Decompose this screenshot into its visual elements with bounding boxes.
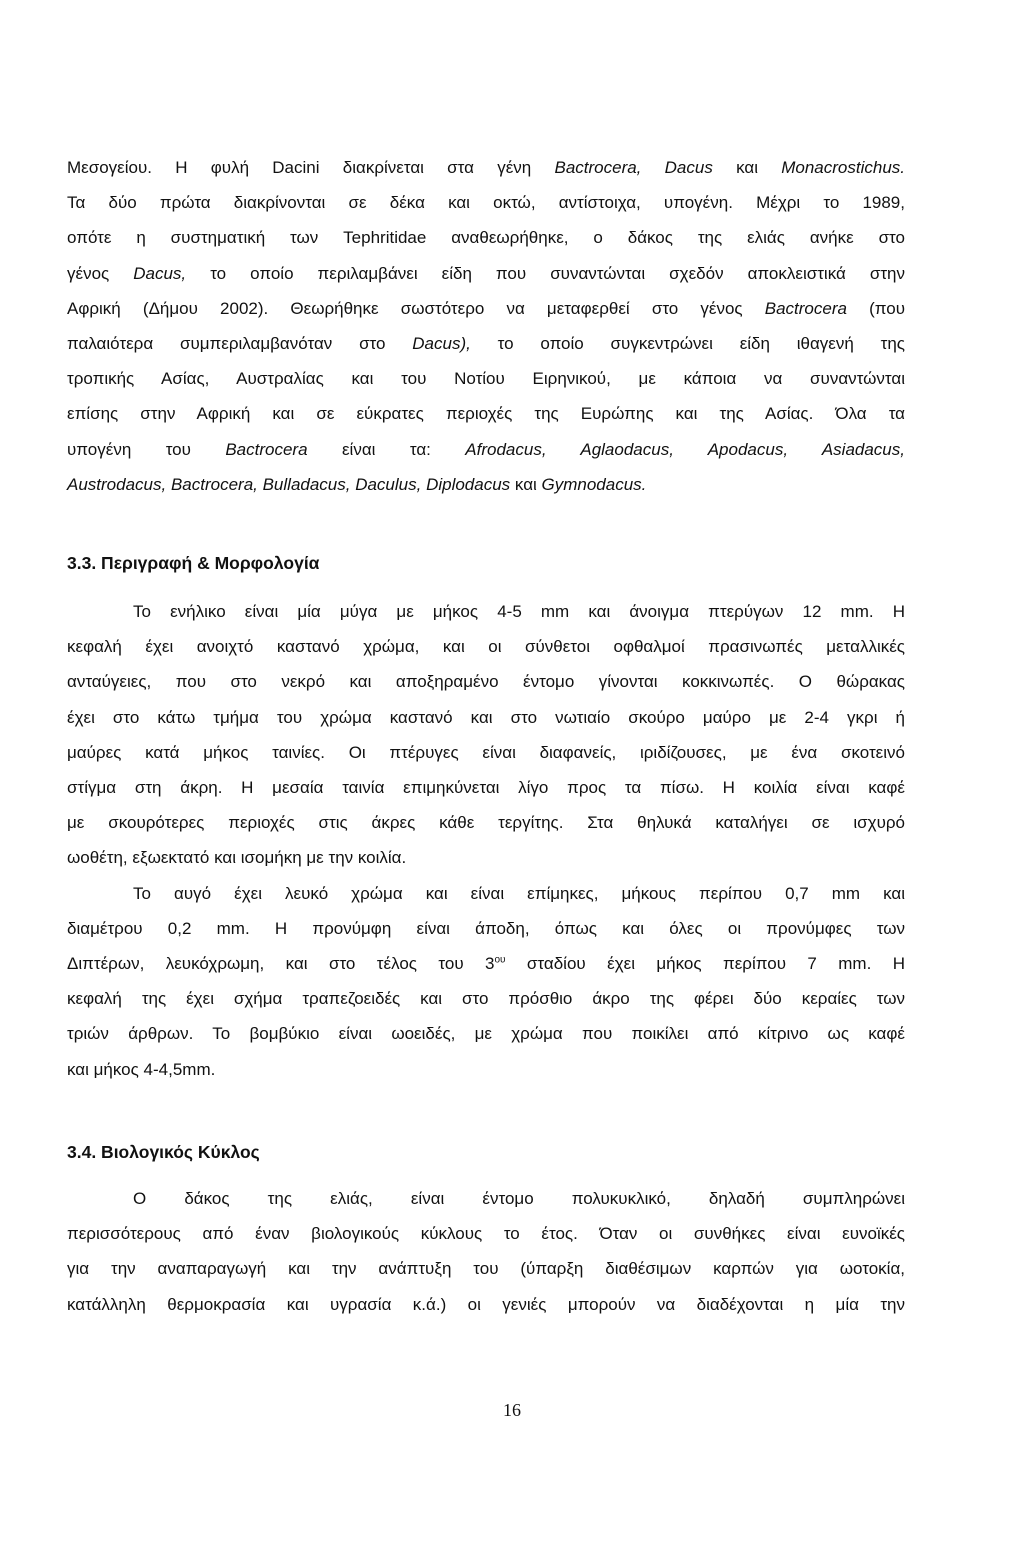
text-segment: Monacrostichus.	[781, 158, 905, 177]
text-line	[67, 876, 905, 911]
text-segment: οπότε η συστηματική των Tephritidae αναθεωρήθηκε, ο δάκος της ελιάς ανήκε στο	[67, 228, 905, 248]
text-line	[67, 432, 905, 467]
text-segment: το οποίο συγκεντρώνει είδη ιθαγενή της	[470, 334, 905, 354]
text-segment: κατάλληλη θερμοκρασία και υγρασία κ.ά.) οι γενιές μπορούν να διαδέχονται η μία την	[67, 1294, 905, 1314]
text-line	[67, 1251, 905, 1286]
text-segment: κεφαλή της έχει σχήμα τραπεζοειδές και στο πρόσθιο άκρο της φέρει δύο κεραίες των	[67, 989, 905, 1009]
text-segment: Bactrocera	[764, 298, 847, 318]
text-line	[67, 840, 905, 875]
paragraph-biological-cycle	[67, 1181, 905, 1322]
text-segment: Dacus),	[412, 334, 471, 354]
text-segment: ανταύγειες, που στο νεκρό και αποξηραμένο έντομο γίνονται κοκκινωπές. Ο θώρακας	[67, 672, 905, 692]
text-line	[67, 220, 905, 255]
text-line	[67, 946, 905, 981]
page-number: 16	[503, 1400, 521, 1420]
paragraph-tephritid-taxonomy	[67, 150, 905, 502]
text-line	[67, 1181, 905, 1216]
text-line	[67, 256, 905, 291]
text-segment: τροπικής Ασίας, Αυστραλίας και του Νοτίου Ειρηνικού, με κάποια να συναντώνται	[67, 369, 905, 389]
text-segment: Bactrocera	[225, 439, 308, 459]
text-segment: Ο δάκος της ελιάς, είναι έντομο πολυκυκλικό, δηλαδή συμπληρώνει	[133, 1189, 905, 1208]
text-line	[67, 664, 905, 699]
text-line	[67, 629, 905, 664]
text-line	[67, 291, 905, 326]
text-segment: και	[712, 158, 782, 177]
text-segment: Austrodacus, Bactrocera, Bulladacus, Daculus, Diplodacus	[67, 474, 511, 494]
section-heading-biological-cycle: 3.4. Βιολογικός Κύκλος	[67, 1142, 260, 1162]
text-segment: Διπτέρων, λευκόχρωμη, και στο τέλος του 3	[67, 954, 495, 974]
text-line	[67, 1287, 905, 1322]
text-line	[67, 1052, 905, 1087]
text-segment: Το ενήλικο είναι μία μύγα με μήκος 4-5 mm και άνοιγμα πτερύγων 12 mm. Η	[133, 602, 905, 621]
text-segment: και μήκος 4-4,5mm.	[67, 1059, 216, 1079]
text-segment: έχει στο κάτω τμήμα του χρώμα καστανό και στο νωτιαίο σκούρο μαύρο με 2-4 γκρι ή	[67, 707, 905, 727]
text-segment: τριών άρθρων. Το βομβύκιο είναι ωοειδές, με χρώμα που ποικίλει από κίτρινο ως καφέ	[67, 1024, 905, 1044]
text-line	[67, 700, 905, 735]
text-segment: υπογένη του	[67, 439, 226, 459]
text-line	[67, 911, 905, 946]
text-line	[67, 805, 905, 840]
text-segment: παλαιότερα συμπεριλαμβανόταν στο	[67, 334, 413, 354]
text-segment: ου	[494, 954, 506, 966]
text-segment: Bactrocera, Dacus	[554, 158, 713, 177]
text-segment: περισσότερους από έναν βιολογικούς κύκλους το έτος. Όταν οι συνθήκες είναι ευνοϊκές	[67, 1224, 905, 1244]
text-segment: (που	[846, 298, 905, 318]
text-line	[67, 326, 905, 361]
text-segment: Gymnodacus.	[541, 474, 647, 494]
text-line	[67, 361, 905, 396]
text-segment: Το αυγό έχει λευκό χρώμα και είναι επίμηκες, μήκους περίπου 0,7 mm και	[133, 883, 905, 903]
text-line	[67, 735, 905, 770]
text-segment: μαύρες κατά μήκος ταινίες. Οι πτέρυγες είναι διαφανείς, ιριδίζουσες, με ένα σκοτεινό	[67, 742, 905, 762]
text-line	[67, 396, 905, 431]
text-line	[67, 1216, 905, 1251]
text-segment: Afrodacus, Aglaodacus, Apodacus, Asiadacus,	[465, 439, 905, 459]
text-segment: διαμέτρου 0,2 mm. Η προνύμφη είναι άποδη, όπως και όλες οι προνύμφες των	[67, 918, 905, 938]
text-segment: είναι τα:	[307, 439, 466, 459]
text-line	[67, 150, 905, 185]
text-segment: Αφρική (Δήμου 2002). Θεωρήθηκε σωστότερο να μεταφερθεί στο γένος	[67, 298, 765, 318]
text-segment: Μεσογείου. Η φυλή Dacini διακρίνεται στα γένη	[67, 158, 555, 177]
text-segment: και	[510, 474, 542, 494]
paragraph-adult-and-larva-description	[67, 594, 905, 1087]
text-line	[67, 467, 905, 502]
text-segment: γένος	[67, 263, 134, 283]
text-line	[67, 1016, 905, 1051]
text-segment: Dacus,	[133, 263, 187, 283]
text-segment: ωοθέτη, εξωεκτατό και ισομήκη με την κοιλία.	[67, 848, 407, 868]
text-segment: Τα δύο πρώτα διακρίνονται σε δέκα και οκτώ, αντίστοιχα, υπογένη. Μέχρι το 1989,	[67, 193, 905, 213]
text-line	[67, 594, 905, 629]
text-segment: με σκουρότερες περιοχές στις άκρες κάθε τεργίτης. Στα θηλυκά καταλήγει σε ισχυρό	[67, 813, 905, 833]
text-segment: επίσης στην Αφρική και σε εύκρατες περιοχές της Ευρώπης και της Ασίας. Όλα τα	[67, 404, 905, 424]
text-segment: στίγμα στη άκρη. Η μεσαία ταινία επιμηκύνεται λίγο προς τα πίσω. Η κοιλία είναι καφέ	[67, 778, 905, 798]
text-segment: κεφαλή έχει ανοιχτό καστανό χρώμα, και οι σύνθετοι οφθαλμοί πρασινωπές μεταλλικές	[67, 637, 905, 657]
text-line	[67, 185, 905, 220]
text-segment: το οποίο περιλαμβάνει είδη που συναντώνται σχεδόν αποκλειστικά στην	[186, 263, 906, 283]
text-line	[67, 770, 905, 805]
text-line	[67, 981, 905, 1016]
text-segment: σταδίου έχει μήκος περίπου 7 mm. Η	[505, 954, 905, 974]
text-segment: για την αναπαραγωγή και την ανάπτυξη του (ύπαρξη διαθέσιμων καρπών για ωοτοκία,	[67, 1259, 905, 1279]
section-heading-description-morphology: 3.3. Περιγραφή & Μορφολογία	[67, 553, 320, 573]
